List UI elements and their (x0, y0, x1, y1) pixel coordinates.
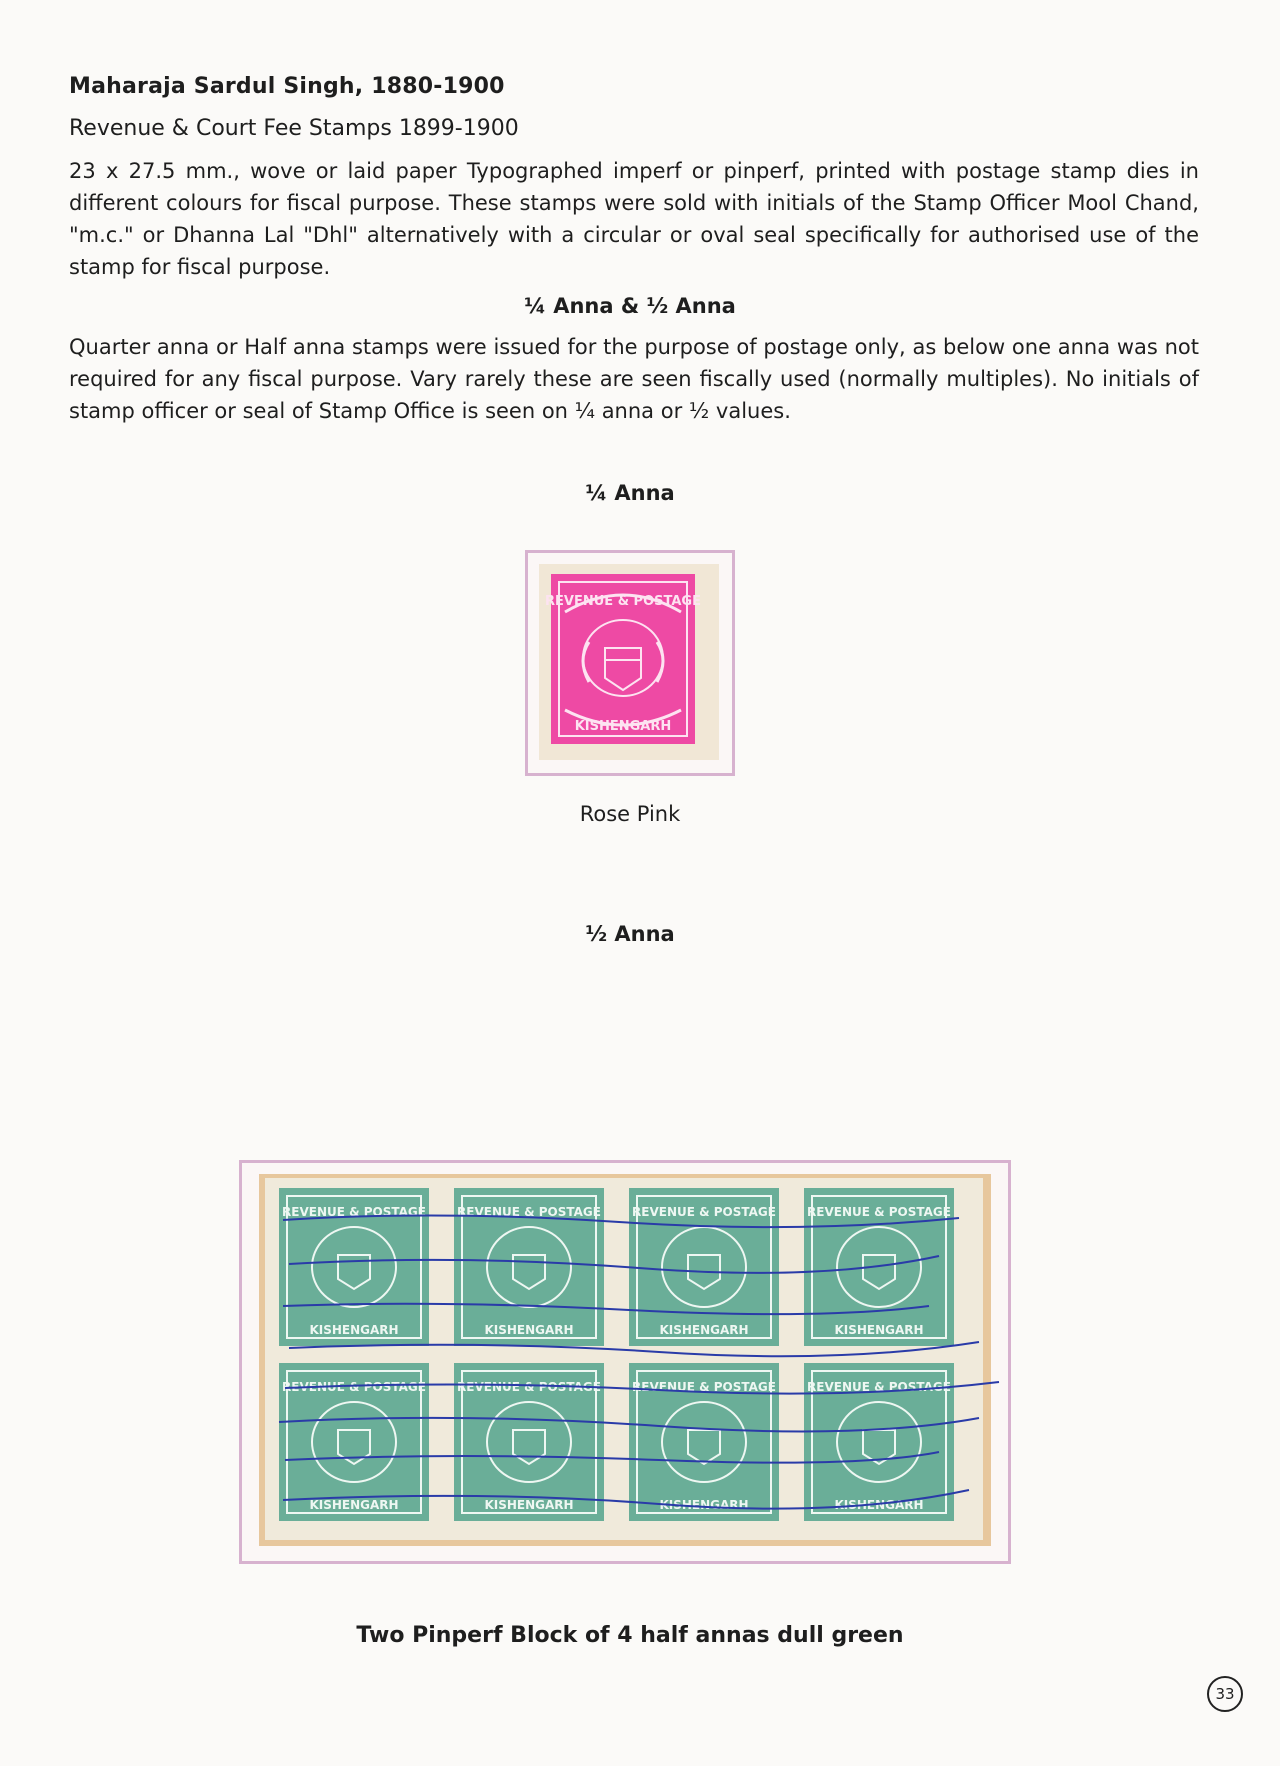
half-stamp-bottom-text: KISHENGARH (659, 1498, 749, 1512)
intro-paragraph: 23 x 27.5 mm., wove or laid paper Typographed imperf or pinperf, printed with postage stamp dies in different colours for fiscal purpose. These stamps were sold with initials of the Stamp Officer Mool Chand, "m.c." or Dhanna Lal "Dhl" alternatively with a circular or oval seal specifically for authorised use of the stamp for fiscal purpose. (69, 159, 1199, 279)
half-stamp-top-text: REVENUE & POSTAGE (282, 1205, 426, 1219)
half-stamp-bottom-text: KISHENGARH (659, 1323, 749, 1337)
half-stamp-top-text: REVENUE & POSTAGE (282, 1380, 426, 1394)
quarter-anna-caption: Rose Pink (579, 802, 681, 826)
quarter-anna-stamp-mount (525, 550, 735, 776)
half-anna-stamp (629, 1188, 779, 1346)
page-number: 33 (1207, 1676, 1243, 1712)
half-stamp-bottom-text: KISHENGARH (484, 1498, 574, 1512)
half-anna-block (239, 1160, 1011, 1564)
values-paragraph: Quarter anna or Half anna stamps were issued for the purpose of postage only, as below one anna was not required for any fiscal purpose. Vary rarely these are seen fiscally used (normally multiples). No initials of stamp officer or seal of Stamp Office is seen on ¼ anna or ½ values. (69, 335, 1199, 423)
half-stamp-bottom-text: KISHENGARH (484, 1323, 574, 1337)
half-anna-stamp (454, 1188, 604, 1346)
half-stamp-top-text: REVENUE & POSTAGE (807, 1380, 951, 1394)
half-anna-stamp (629, 1363, 779, 1521)
quarter-stamp-bottom-text: KISHENGARH (574, 719, 672, 734)
half-anna-title: ½ Anna (585, 922, 675, 946)
values-title: ¼ Anna & ½ Anna (524, 294, 736, 318)
half-stamp-bottom-text: KISHENGARH (834, 1323, 924, 1337)
half-stamp-top-text: REVENUE & POSTAGE (457, 1205, 601, 1219)
half-stamp-bottom-text: KISHENGARH (834, 1498, 924, 1512)
half-stamp-top-text: REVENUE & POSTAGE (632, 1205, 776, 1219)
quarter-anna-stamp (525, 550, 735, 776)
half-stamp-top-text: REVENUE & POSTAGE (632, 1380, 776, 1394)
page-heading: Maharaja Sardul Singh, 1880-1900 (69, 74, 505, 99)
quarter-stamp-top-text: REVENUE & POSTAGE (545, 594, 701, 609)
half-stamp-bottom-text: KISHENGARH (309, 1323, 399, 1337)
page-subheading: Revenue & Court Fee Stamps 1899-1900 (69, 116, 519, 141)
half-stamp-top-text: REVENUE & POSTAGE (457, 1380, 601, 1394)
half-anna-stamp (279, 1188, 429, 1346)
half-anna-block-mount (239, 1160, 1011, 1564)
half-stamp-top-text: REVENUE & POSTAGE (807, 1205, 951, 1219)
half-stamp-bottom-text: KISHENGARH (309, 1498, 399, 1512)
quarter-anna-title: ¼ Anna (585, 481, 675, 505)
half-anna-caption: Two Pinperf Block of 4 half annas dull green (356, 1623, 904, 1648)
